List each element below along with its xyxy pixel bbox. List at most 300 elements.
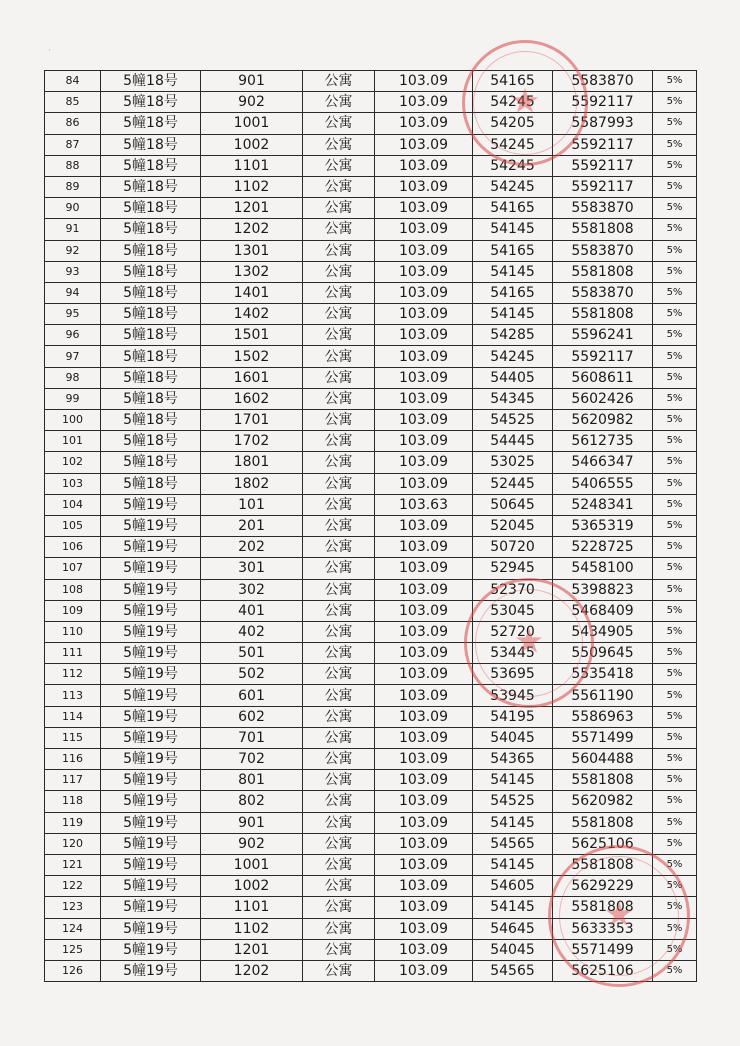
unit-price-cell: 54195 (473, 706, 553, 727)
usage-type-cell: 公寓 (303, 897, 375, 918)
row-index-cell: 89 (45, 176, 101, 197)
rate-cell: 5% (653, 282, 697, 303)
total-price-cell: 5581808 (553, 897, 653, 918)
total-price-cell: 5581808 (553, 812, 653, 833)
room-number-cell: 902 (201, 833, 303, 854)
usage-type-cell: 公寓 (303, 219, 375, 240)
unit-price-cell: 54285 (473, 325, 553, 346)
total-price-cell: 5608611 (553, 367, 653, 388)
rate-cell: 5% (653, 431, 697, 452)
usage-type-cell: 公寓 (303, 600, 375, 621)
unit-price-cell: 54245 (473, 176, 553, 197)
table-row (45, 325, 697, 346)
room-number-cell: 1102 (201, 918, 303, 939)
building-unit-cell: 5幢18号 (101, 71, 201, 92)
room-number-cell: 601 (201, 685, 303, 706)
usage-type-cell: 公寓 (303, 833, 375, 854)
total-price-cell: 5406555 (553, 473, 653, 494)
area-cell: 103.09 (375, 897, 473, 918)
building-unit-cell: 5幢19号 (101, 685, 201, 706)
usage-type-cell: 公寓 (303, 727, 375, 748)
room-number-cell: 401 (201, 600, 303, 621)
total-price-cell: 5625106 (553, 960, 653, 981)
building-unit-cell: 5幢19号 (101, 918, 201, 939)
building-unit-cell: 5幢19号 (101, 537, 201, 558)
unit-price-cell: 54565 (473, 960, 553, 981)
usage-type-cell: 公寓 (303, 134, 375, 155)
usage-type-cell: 公寓 (303, 558, 375, 579)
row-index-cell: 126 (45, 960, 101, 981)
usage-type-cell: 公寓 (303, 282, 375, 303)
usage-type-cell: 公寓 (303, 431, 375, 452)
usage-type-cell: 公寓 (303, 749, 375, 770)
building-unit-cell: 5幢18号 (101, 282, 201, 303)
unit-price-cell: 54245 (473, 346, 553, 367)
table-row (45, 579, 697, 600)
room-number-cell: 1602 (201, 388, 303, 409)
rate-cell: 5% (653, 897, 697, 918)
row-index-cell: 102 (45, 452, 101, 473)
building-unit-cell: 5幢19号 (101, 706, 201, 727)
usage-type-cell: 公寓 (303, 812, 375, 833)
room-number-cell: 1702 (201, 431, 303, 452)
row-index-cell: 113 (45, 685, 101, 706)
rate-cell: 5% (653, 558, 697, 579)
table-row (45, 537, 697, 558)
rate-cell: 5% (653, 473, 697, 494)
building-unit-cell: 5幢19号 (101, 960, 201, 981)
unit-price-cell: 54045 (473, 727, 553, 748)
usage-type-cell: 公寓 (303, 304, 375, 325)
area-cell: 103.09 (375, 473, 473, 494)
building-unit-cell: 5幢18号 (101, 346, 201, 367)
unit-price-cell: 50645 (473, 494, 553, 515)
unit-price-cell: 50720 (473, 537, 553, 558)
room-number-cell: 901 (201, 812, 303, 833)
usage-type-cell: 公寓 (303, 71, 375, 92)
usage-type-cell: 公寓 (303, 410, 375, 431)
unit-price-cell: 54205 (473, 113, 553, 134)
row-index-cell: 122 (45, 876, 101, 897)
row-index-cell: 103 (45, 473, 101, 494)
table-row (45, 621, 697, 642)
total-price-cell: 5586963 (553, 706, 653, 727)
building-unit-cell: 5幢19号 (101, 558, 201, 579)
building-unit-cell: 5幢18号 (101, 113, 201, 134)
usage-type-cell: 公寓 (303, 876, 375, 897)
table-row (45, 134, 697, 155)
table-row (45, 876, 697, 897)
rate-cell: 5% (653, 304, 697, 325)
rate-cell: 5% (653, 410, 697, 431)
room-number-cell: 902 (201, 92, 303, 113)
usage-type-cell: 公寓 (303, 706, 375, 727)
area-cell: 103.09 (375, 219, 473, 240)
row-index-cell: 109 (45, 600, 101, 621)
building-unit-cell: 5幢19号 (101, 621, 201, 642)
room-number-cell: 801 (201, 770, 303, 791)
area-cell: 103.09 (375, 876, 473, 897)
area-cell: 103.09 (375, 960, 473, 981)
row-index-cell: 93 (45, 261, 101, 282)
area-cell: 103.09 (375, 304, 473, 325)
unit-price-cell: 52370 (473, 579, 553, 600)
row-index-cell: 104 (45, 494, 101, 515)
unit-price-cell: 54345 (473, 388, 553, 409)
table-row (45, 664, 697, 685)
total-price-cell: 5434905 (553, 621, 653, 642)
total-price-cell: 5633353 (553, 918, 653, 939)
room-number-cell: 201 (201, 515, 303, 536)
unit-price-cell: 54145 (473, 812, 553, 833)
total-price-cell: 5571499 (553, 939, 653, 960)
room-number-cell: 602 (201, 706, 303, 727)
total-price-cell: 5468409 (553, 600, 653, 621)
usage-type-cell: 公寓 (303, 155, 375, 176)
total-price-cell: 5612735 (553, 431, 653, 452)
usage-type-cell: 公寓 (303, 685, 375, 706)
room-number-cell: 1701 (201, 410, 303, 431)
total-price-cell: 5587993 (553, 113, 653, 134)
table-row (45, 727, 697, 748)
usage-type-cell: 公寓 (303, 113, 375, 134)
total-price-cell: 5398823 (553, 579, 653, 600)
row-index-cell: 99 (45, 388, 101, 409)
area-cell: 103.09 (375, 515, 473, 536)
row-index-cell: 86 (45, 113, 101, 134)
rate-cell: 5% (653, 791, 697, 812)
usage-type-cell: 公寓 (303, 664, 375, 685)
rate-cell: 5% (653, 960, 697, 981)
row-index-cell: 97 (45, 346, 101, 367)
area-cell: 103.09 (375, 452, 473, 473)
total-price-cell: 5629229 (553, 876, 653, 897)
table-body (45, 71, 697, 982)
room-number-cell: 1002 (201, 134, 303, 155)
row-index-cell: 91 (45, 219, 101, 240)
room-number-cell: 301 (201, 558, 303, 579)
total-price-cell: 5583870 (553, 240, 653, 261)
table-row (45, 770, 697, 791)
rate-cell: 5% (653, 854, 697, 875)
building-unit-cell: 5幢19号 (101, 833, 201, 854)
building-unit-cell: 5幢18号 (101, 261, 201, 282)
area-cell: 103.09 (375, 134, 473, 155)
usage-type-cell: 公寓 (303, 452, 375, 473)
total-price-cell: 5583870 (553, 198, 653, 219)
total-price-cell: 5228725 (553, 537, 653, 558)
unit-price-cell: 54565 (473, 833, 553, 854)
total-price-cell: 5571499 (553, 727, 653, 748)
row-index-cell: 94 (45, 282, 101, 303)
usage-type-cell: 公寓 (303, 176, 375, 197)
building-unit-cell: 5幢19号 (101, 770, 201, 791)
building-unit-cell: 5幢18号 (101, 431, 201, 452)
table-row (45, 833, 697, 854)
row-index-cell: 117 (45, 770, 101, 791)
page-dot-mark: · (48, 46, 51, 56)
rate-cell: 5% (653, 918, 697, 939)
usage-type-cell: 公寓 (303, 643, 375, 664)
unit-price-cell: 54165 (473, 240, 553, 261)
rate-cell: 5% (653, 198, 697, 219)
area-cell: 103.09 (375, 92, 473, 113)
building-unit-cell: 5幢18号 (101, 240, 201, 261)
table-row (45, 410, 697, 431)
usage-type-cell: 公寓 (303, 791, 375, 812)
unit-price-cell: 54145 (473, 897, 553, 918)
usage-type-cell: 公寓 (303, 537, 375, 558)
total-price-cell: 5248341 (553, 494, 653, 515)
row-index-cell: 96 (45, 325, 101, 346)
usage-type-cell: 公寓 (303, 918, 375, 939)
room-number-cell: 101 (201, 494, 303, 515)
building-unit-cell: 5幢18号 (101, 304, 201, 325)
area-cell: 103.09 (375, 643, 473, 664)
rate-cell: 5% (653, 537, 697, 558)
area-cell: 103.09 (375, 240, 473, 261)
building-unit-cell: 5幢18号 (101, 410, 201, 431)
table-row (45, 155, 697, 176)
building-unit-cell: 5幢19号 (101, 664, 201, 685)
usage-type-cell: 公寓 (303, 770, 375, 791)
building-unit-cell: 5幢19号 (101, 897, 201, 918)
total-price-cell: 5581808 (553, 770, 653, 791)
row-index-cell: 88 (45, 155, 101, 176)
table-row (45, 282, 697, 303)
table-row (45, 240, 697, 261)
room-number-cell: 1402 (201, 304, 303, 325)
room-number-cell: 1601 (201, 367, 303, 388)
rate-cell: 5% (653, 71, 697, 92)
row-index-cell: 120 (45, 833, 101, 854)
unit-price-cell: 54645 (473, 918, 553, 939)
rate-cell: 5% (653, 113, 697, 134)
unit-price-cell: 54165 (473, 71, 553, 92)
rate-cell: 5% (653, 727, 697, 748)
room-number-cell: 1101 (201, 155, 303, 176)
area-cell: 103.09 (375, 346, 473, 367)
building-unit-cell: 5幢18号 (101, 325, 201, 346)
room-number-cell: 1001 (201, 113, 303, 134)
row-index-cell: 110 (45, 621, 101, 642)
building-unit-cell: 5幢19号 (101, 876, 201, 897)
table-row (45, 960, 697, 981)
unit-price-cell: 54045 (473, 939, 553, 960)
area-cell: 103.09 (375, 812, 473, 833)
total-price-cell: 5583870 (553, 71, 653, 92)
row-index-cell: 119 (45, 812, 101, 833)
table-row (45, 812, 697, 833)
row-index-cell: 95 (45, 304, 101, 325)
usage-type-cell: 公寓 (303, 325, 375, 346)
usage-type-cell: 公寓 (303, 960, 375, 981)
building-unit-cell: 5幢18号 (101, 92, 201, 113)
table-row (45, 92, 697, 113)
table-row (45, 473, 697, 494)
unit-price-cell: 54165 (473, 282, 553, 303)
building-unit-cell: 5幢18号 (101, 134, 201, 155)
row-index-cell: 111 (45, 643, 101, 664)
area-cell: 103.09 (375, 579, 473, 600)
room-number-cell: 501 (201, 643, 303, 664)
row-index-cell: 125 (45, 939, 101, 960)
area-cell: 103.09 (375, 558, 473, 579)
table-row (45, 494, 697, 515)
total-price-cell: 5581808 (553, 304, 653, 325)
area-cell: 103.09 (375, 431, 473, 452)
unit-price-cell: 52445 (473, 473, 553, 494)
building-unit-cell: 5幢19号 (101, 727, 201, 748)
row-index-cell: 107 (45, 558, 101, 579)
row-index-cell: 106 (45, 537, 101, 558)
row-index-cell: 116 (45, 749, 101, 770)
room-number-cell: 1801 (201, 452, 303, 473)
unit-price-cell: 52945 (473, 558, 553, 579)
room-number-cell: 1401 (201, 282, 303, 303)
area-cell: 103.09 (375, 770, 473, 791)
table-row (45, 749, 697, 770)
usage-type-cell: 公寓 (303, 388, 375, 409)
rate-cell: 5% (653, 749, 697, 770)
building-unit-cell: 5幢19号 (101, 494, 201, 515)
unit-price-cell: 54145 (473, 304, 553, 325)
total-price-cell: 5592117 (553, 176, 653, 197)
building-unit-cell: 5幢18号 (101, 367, 201, 388)
area-cell: 103.09 (375, 71, 473, 92)
rate-cell: 5% (653, 939, 697, 960)
area-cell: 103.09 (375, 198, 473, 219)
row-index-cell: 108 (45, 579, 101, 600)
table-row (45, 706, 697, 727)
row-index-cell: 90 (45, 198, 101, 219)
building-unit-cell: 5幢19号 (101, 854, 201, 875)
area-cell: 103.09 (375, 410, 473, 431)
building-unit-cell: 5幢18号 (101, 176, 201, 197)
row-index-cell: 85 (45, 92, 101, 113)
table-row (45, 261, 697, 282)
building-unit-cell: 5幢18号 (101, 473, 201, 494)
total-price-cell: 5604488 (553, 749, 653, 770)
rate-cell: 5% (653, 134, 697, 155)
usage-type-cell: 公寓 (303, 939, 375, 960)
building-unit-cell: 5幢18号 (101, 219, 201, 240)
area-cell: 103.09 (375, 854, 473, 875)
unit-price-cell: 54145 (473, 261, 553, 282)
row-index-cell: 84 (45, 71, 101, 92)
total-price-cell: 5365319 (553, 515, 653, 536)
area-cell: 103.09 (375, 706, 473, 727)
area-cell: 103.09 (375, 621, 473, 642)
room-number-cell: 1202 (201, 219, 303, 240)
table-row (45, 939, 697, 960)
table-row (45, 897, 697, 918)
table-row (45, 431, 697, 452)
row-index-cell: 98 (45, 367, 101, 388)
area-cell: 103.09 (375, 939, 473, 960)
unit-price-cell: 52045 (473, 515, 553, 536)
table-row (45, 176, 697, 197)
room-number-cell: 1802 (201, 473, 303, 494)
unit-price-cell: 53695 (473, 664, 553, 685)
area-cell: 103.09 (375, 664, 473, 685)
usage-type-cell: 公寓 (303, 494, 375, 515)
room-number-cell: 1201 (201, 939, 303, 960)
total-price-cell: 5592117 (553, 92, 653, 113)
table-row (45, 367, 697, 388)
unit-price-cell: 54145 (473, 854, 553, 875)
table-row (45, 304, 697, 325)
area-cell: 103.09 (375, 176, 473, 197)
row-index-cell: 92 (45, 240, 101, 261)
unit-price-cell: 53025 (473, 452, 553, 473)
total-price-cell: 5602426 (553, 388, 653, 409)
rate-cell: 5% (653, 367, 697, 388)
row-index-cell: 114 (45, 706, 101, 727)
total-price-cell: 5535418 (553, 664, 653, 685)
usage-type-cell: 公寓 (303, 515, 375, 536)
room-number-cell: 302 (201, 579, 303, 600)
rate-cell: 5% (653, 685, 697, 706)
unit-price-cell: 52720 (473, 621, 553, 642)
unit-price-cell: 54365 (473, 749, 553, 770)
table-row (45, 643, 697, 664)
total-price-cell: 5596241 (553, 325, 653, 346)
building-unit-cell: 5幢19号 (101, 939, 201, 960)
building-unit-cell: 5幢19号 (101, 579, 201, 600)
room-number-cell: 702 (201, 749, 303, 770)
usage-type-cell: 公寓 (303, 261, 375, 282)
rate-cell: 5% (653, 261, 697, 282)
table-row (45, 600, 697, 621)
total-price-cell: 5581808 (553, 219, 653, 240)
room-number-cell: 1302 (201, 261, 303, 282)
table-row (45, 791, 697, 812)
table-row (45, 918, 697, 939)
building-unit-cell: 5幢18号 (101, 198, 201, 219)
usage-type-cell: 公寓 (303, 621, 375, 642)
unit-price-cell: 54245 (473, 134, 553, 155)
room-number-cell: 1002 (201, 876, 303, 897)
table-row (45, 219, 697, 240)
table-row (45, 854, 697, 875)
row-index-cell: 124 (45, 918, 101, 939)
area-cell: 103.09 (375, 791, 473, 812)
usage-type-cell: 公寓 (303, 346, 375, 367)
unit-price-cell: 54445 (473, 431, 553, 452)
rate-cell: 5% (653, 664, 697, 685)
rate-cell: 5% (653, 92, 697, 113)
total-price-cell: 5625106 (553, 833, 653, 854)
usage-type-cell: 公寓 (303, 854, 375, 875)
area-cell: 103.09 (375, 727, 473, 748)
unit-price-cell: 53945 (473, 685, 553, 706)
rate-cell: 5% (653, 452, 697, 473)
rate-cell: 5% (653, 346, 697, 367)
row-index-cell: 118 (45, 791, 101, 812)
building-unit-cell: 5幢18号 (101, 155, 201, 176)
unit-price-cell: 54165 (473, 198, 553, 219)
room-number-cell: 1502 (201, 346, 303, 367)
usage-type-cell: 公寓 (303, 473, 375, 494)
building-unit-cell: 5幢18号 (101, 452, 201, 473)
area-cell: 103.09 (375, 367, 473, 388)
unit-price-cell: 54145 (473, 770, 553, 791)
total-price-cell: 5466347 (553, 452, 653, 473)
rate-cell: 5% (653, 621, 697, 642)
building-unit-cell: 5幢19号 (101, 515, 201, 536)
room-number-cell: 202 (201, 537, 303, 558)
